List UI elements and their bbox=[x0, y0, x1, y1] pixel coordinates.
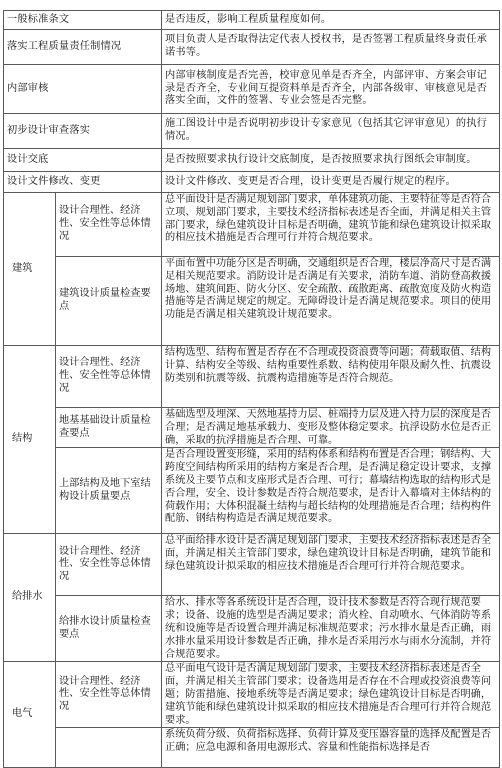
table-row bbox=[4, 596, 500, 662]
row-description: 施工图设计中是否说明初步设计专家意见（包括其它评审意见）的执行情况。 bbox=[162, 114, 500, 149]
row-description: 是否违反，影响工程质量程度如何。 bbox=[162, 11, 500, 30]
item-description: 总平面设计是否满足规划部门要求，单体建筑功能、主要特征等是否符合立项、规划部门要求，主要技术经济指标表述是否全面，并满足相关主管部门要求，绿色建筑设计目标是否明确，建筑节能和绿色建筑设计拟采取的相应技术措施是否合理可行并符合规范要求。 bbox=[162, 193, 500, 257]
row-label: 一般标准条文 bbox=[4, 11, 162, 30]
row-description: 项目负责人是否取得法定代表人授权书，是否签署工程质量终身责任承诺书等。 bbox=[162, 30, 500, 65]
row-description: 设计文件修改、变更是否合理，设计变更是否履行规定的程序。 bbox=[162, 172, 500, 193]
table-row bbox=[4, 728, 500, 768]
item-label: 上部结构及地下室结构设计质量要点 bbox=[56, 448, 162, 534]
row-label: 内部审核 bbox=[4, 65, 162, 114]
item-label: 设计合理性、经济性、安全性等总体情况 bbox=[56, 346, 162, 408]
item-description: 系统负荷分级、负荷指标选择、负荷计算及变压器容量的选择及配置是否正确；应急电源和备用电源形式、容量和性能指标选择是否 bbox=[162, 728, 500, 768]
table-row bbox=[4, 30, 500, 65]
table-row bbox=[4, 408, 500, 448]
row-label: 设计交底 bbox=[4, 149, 162, 172]
item-description: 结构选型、结构布置是否存在不合理或投资浪费等问题；荷载取值、结构计算、结构安全等级、结构重要性系数、结构使用年限及耐久性、抗震设防类别和抗震等级、抗震构造措施等是否符合规范。 bbox=[162, 346, 500, 408]
table-row bbox=[4, 149, 500, 172]
table-row bbox=[4, 193, 500, 257]
section-name-electrical: 电气 bbox=[4, 662, 56, 768]
row-label: 初步设计审查落实 bbox=[4, 114, 162, 149]
item-description: 平面布置中功能分区是否明确，交通组织是否合理，楼层净高尺寸是否满足相关规范要求。消防设计是否满足有关要求，消防车道、消防登高救援场地、建筑间距、防火分区、安全疏散、疏散距离、疏散宽度及防火构造措施等是否满足规定的规定。无障碍设计是否满足规范要求。项目的使用功能是否满足相关建筑设计规范要求。 bbox=[162, 257, 500, 346]
item-label: 地基基础设计质量检查要点 bbox=[56, 408, 162, 448]
review-criteria-table bbox=[3, 10, 500, 768]
table-row bbox=[4, 346, 500, 408]
table-row bbox=[4, 662, 500, 728]
row-description: 是否按照要求执行设计交底制度，是否按照要求执行图纸会审制度。 bbox=[162, 149, 500, 172]
table-row bbox=[4, 448, 500, 534]
table-row bbox=[4, 534, 500, 596]
section-name-structure: 结构 bbox=[4, 346, 56, 534]
item-description: 基础选型及埋深、天然地基持力层、桩端持力层及进入持力层的深度是否合理；是否满足地基承载力、变形及整体稳定要求。抗浮设防水位是否正确，采取的抗浮措施是否合理、可靠。 bbox=[162, 408, 500, 448]
item-label: 设计合理性、经济性、安全性等总体情况 bbox=[56, 662, 162, 728]
review-criteria-sheet bbox=[3, 10, 499, 768]
item-label: 设计合理性、经济性、安全性等总体情况 bbox=[56, 193, 162, 257]
item-description: 总平面电气设计是否满足规划部门要求，主要技术经济指标表述是否全面，并满足相关主管部门要求；设备选用是否存在不合理或投资浪费等问题；防雷措施、接地系统等是否满足要求；绿色建筑设计目标是否明确，建筑节能和绿色建筑设计拟采取的相应技术措施是否合理可行并符合规范要求。 bbox=[162, 662, 500, 728]
row-label: 落实工程质量责任制情况 bbox=[4, 30, 162, 65]
item-label: 给排水设计质量检查要点 bbox=[56, 596, 162, 662]
item-label: 设计合理性、经济性、安全性等总体情况 bbox=[56, 534, 162, 596]
table-row bbox=[4, 65, 500, 114]
table-row bbox=[4, 172, 500, 193]
table-row bbox=[4, 11, 500, 30]
item-description: 总平面给排水设计是否满足规划部门要求，主要技术经济指标表述是否全面，并满足相关主管部门要求，绿色建筑设计目标是否明确，建筑节能和绿色建筑设计拟采取的相应技术措施是否合理可行并符合规范要求。 bbox=[162, 534, 500, 596]
section-name-architecture: 建筑 bbox=[4, 193, 56, 346]
section-name-plumbing: 给排水 bbox=[4, 534, 56, 662]
item-label bbox=[56, 728, 162, 768]
table-row bbox=[4, 257, 500, 346]
item-label: 建筑设计质量检查要点 bbox=[56, 257, 162, 346]
item-description: 是否合理设置变形缝，采用的结构体系和结构布置是否合理；钢结构、大跨度空间结构所采用的结构方案是否合理，是否满足稳定设计要求，支撑系统及主要节点和支座形式是否合理、可行；幕墙结构选取的结构形式是否合理，安全、设计参数是否符合规范要求，是否计入幕墙对主体结构的荷载作用；大体积混凝土结构与超长结构的处理措施是否合理；结构构件配筋、钢结构构造是否满足规范要求。 bbox=[162, 448, 500, 534]
table-row bbox=[4, 114, 500, 149]
row-description: 内部审核制度是否完善，校审意见单是否齐全，内部评审、方案会审记录是否齐全，专业间互提资料单是否齐全，内部各级审、审核意见是否落实全面，文件的签署、专业会签是否完整。 bbox=[162, 65, 500, 114]
row-label: 设计文件修改、变更 bbox=[4, 172, 162, 193]
item-description: 给水、排水等各系统设计是否合理，设计技术参数是否符合现行规范要求；设备、设施的选型是否满足要求；消火栓、自动喷水、气体消防等系统和设施等是否设置合理并满足标准规范要求；污水排水量是否正确，雨水排水量采用设计参数是否正确，排水是否采用污水与雨水分流制，并符合规范要求。 bbox=[162, 596, 500, 662]
